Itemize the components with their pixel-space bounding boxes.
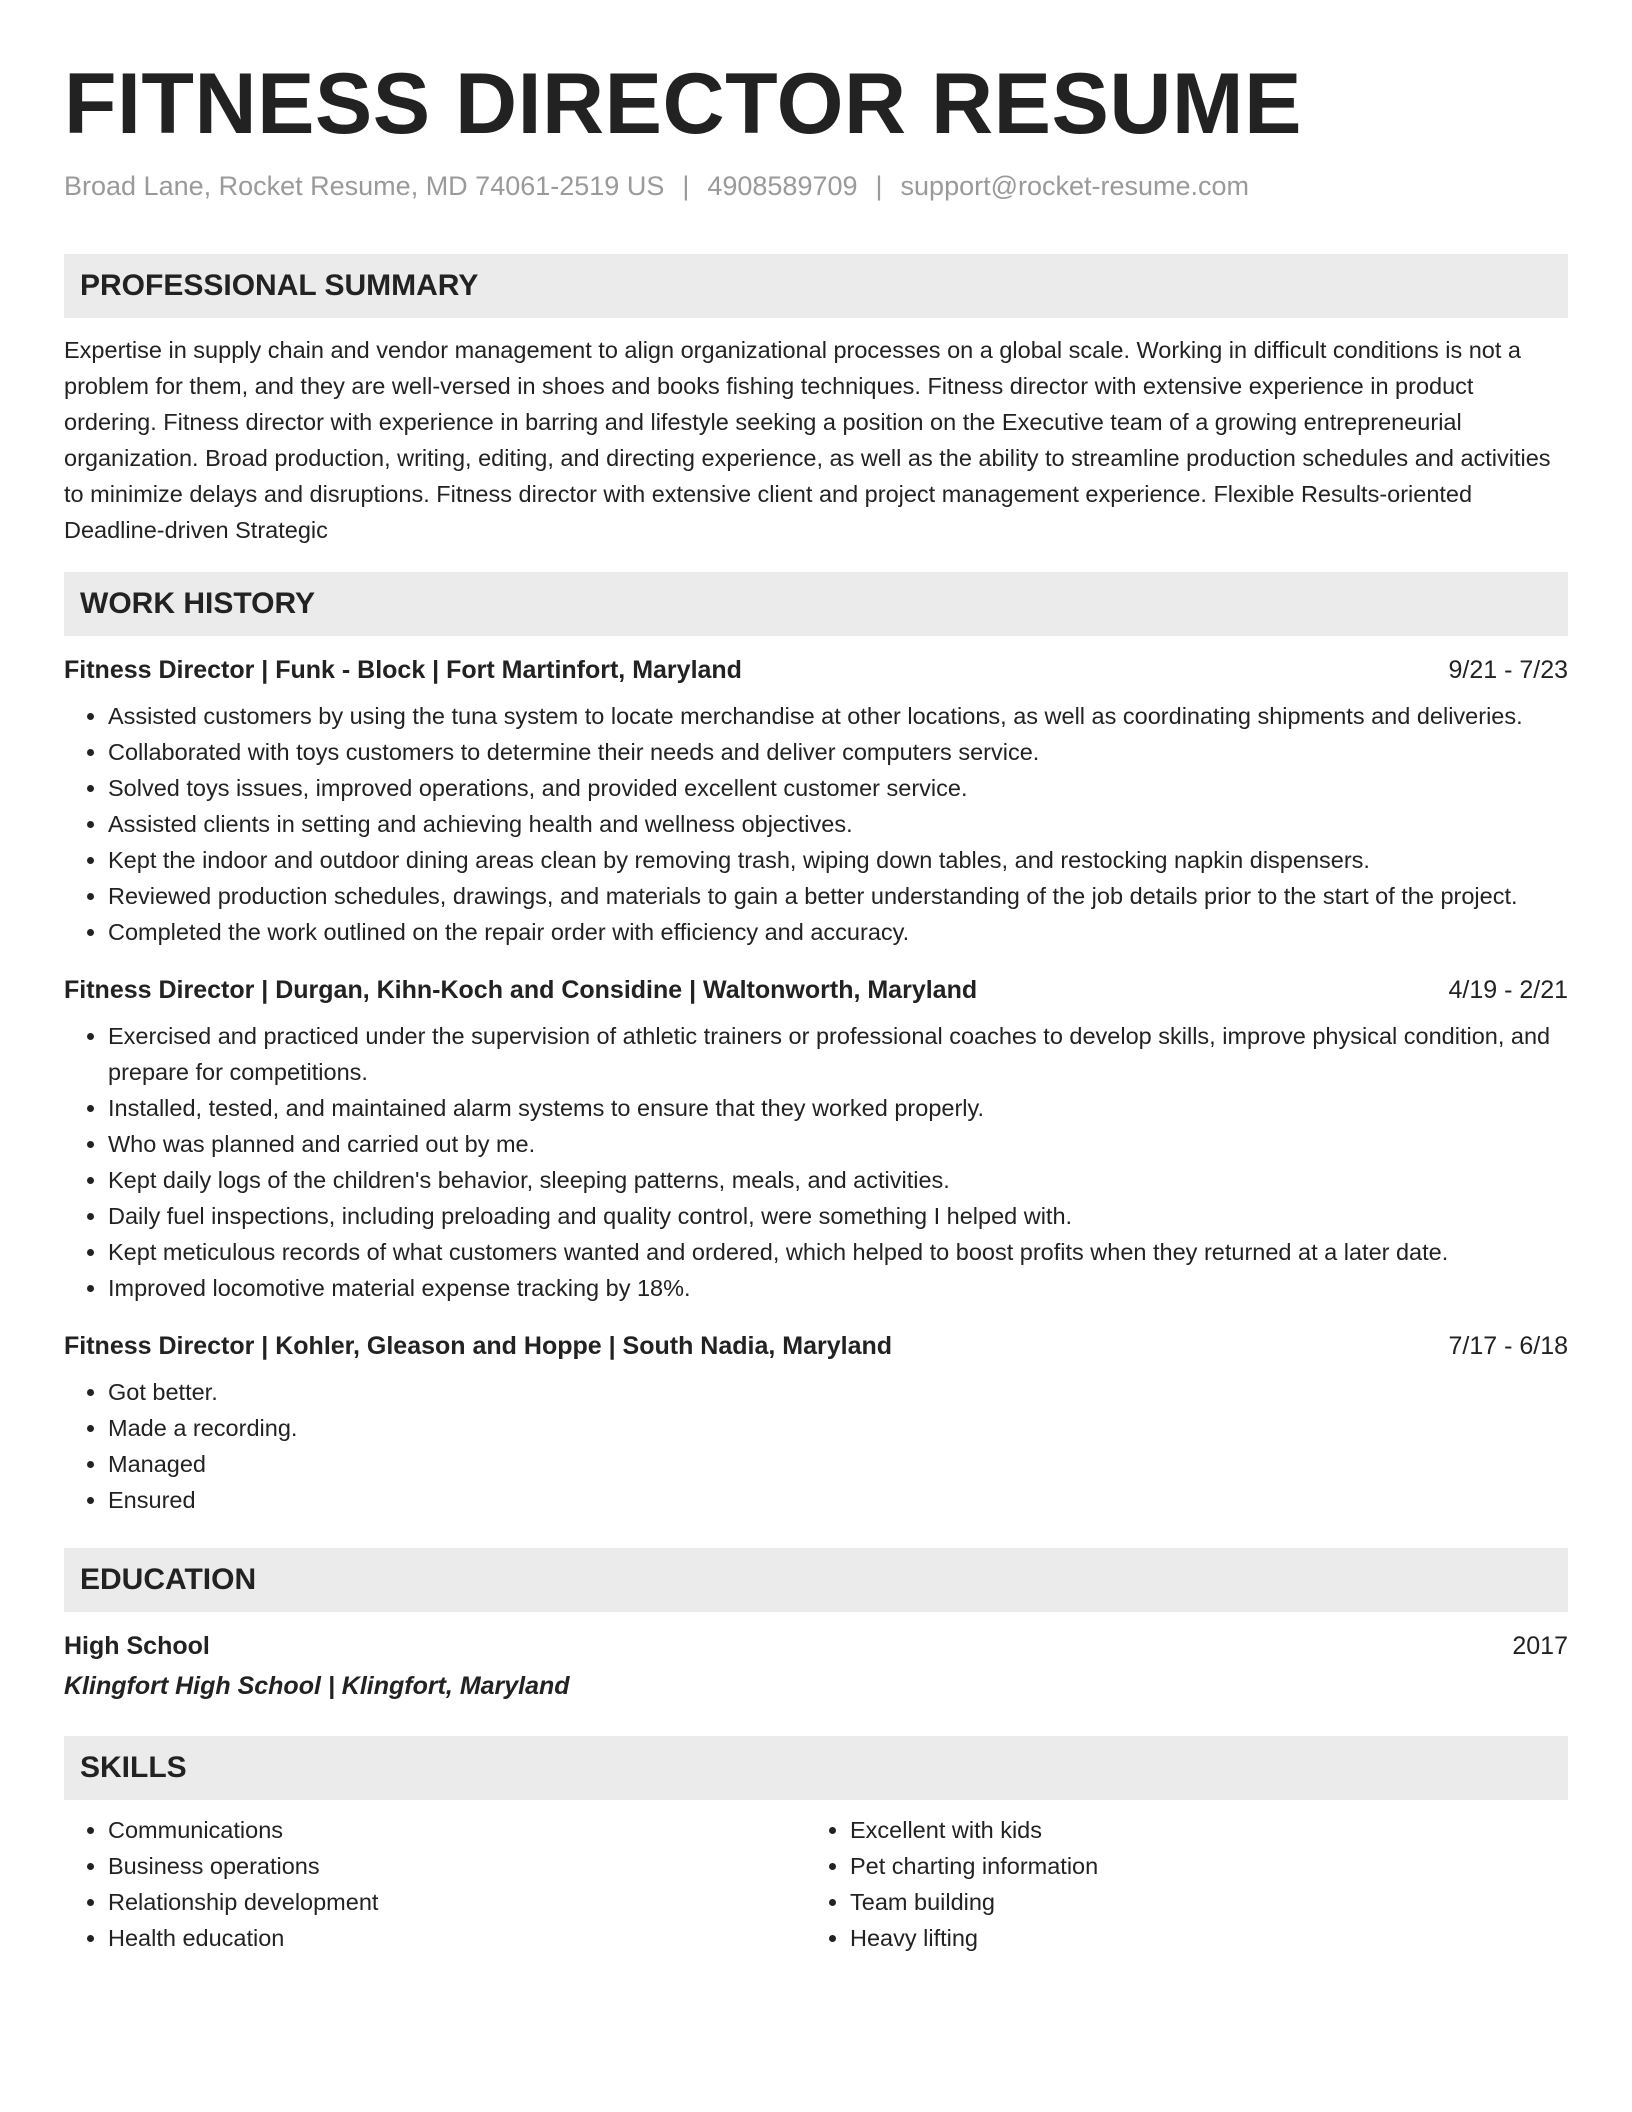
job-entry	[64, 972, 1568, 1306]
contact-separator: |	[682, 171, 690, 201]
job-header	[64, 652, 1568, 688]
job-bullet: • Completed the work outlined on the repair order with efficiency and accuracy.	[108, 914, 1568, 950]
job-dates: 4/19 - 2/21	[1448, 976, 1568, 1004]
education-school: Klingfort High School | Klingfort, Maryland	[64, 1672, 570, 1700]
job-bullet: • Kept the indoor and outdoor dining areas clean by removing trash, wiping down tables, and restocking napkin dispensers.	[108, 842, 1568, 878]
contact-address: Broad Lane, Rocket Resume, MD 74061-2519 US	[64, 171, 665, 201]
job-title: Fitness Director | Funk - Block | Fort Martinfort, Maryland	[64, 656, 742, 684]
job-bullet: • Reviewed production schedules, drawings, and materials to gain a better understanding of the job details prior to the start of the project.	[108, 878, 1568, 914]
job-bullet: • Ensured	[108, 1482, 1568, 1518]
skill-item: • Team building	[850, 1884, 1548, 1920]
job-bullets	[64, 698, 1568, 950]
skill-item: • Excellent with kids	[850, 1812, 1548, 1848]
section-heading-skills: SKILLS	[64, 1736, 1568, 1800]
job-bullet: • Assisted clients in setting and achieving health and wellness objectives.	[108, 806, 1568, 842]
job-bullet: • Kept meticulous records of what customers wanted and ordered, which helped to boost profits when they returned at a later date.	[108, 1234, 1568, 1270]
job-bullet: • Who was planned and carried out by me.	[108, 1126, 1568, 1162]
job-entry	[64, 652, 1568, 950]
skill-item: • Business operations	[108, 1848, 806, 1884]
job-header	[64, 972, 1568, 1008]
job-bullet: • Got better.	[108, 1374, 1568, 1410]
job-bullet: • Kept daily logs of the children's behavior, sleeping patterns, meals, and activities.	[108, 1162, 1568, 1198]
job-bullet: • Installed, tested, and maintained alarm systems to ensure that they worked properly.	[108, 1090, 1568, 1126]
section-heading-work-history: WORK HISTORY	[64, 572, 1568, 636]
job-bullet: • Collaborated with toys customers to determine their needs and deliver computers service.	[108, 734, 1568, 770]
section-heading-education: EDUCATION	[64, 1548, 1568, 1612]
contact-email: support@rocket-resume.com	[900, 171, 1250, 201]
job-bullet: • Managed	[108, 1446, 1568, 1482]
job-bullet: • Improved locomotive material expense tracking by 18%.	[108, 1270, 1568, 1306]
job-bullet: • Daily fuel inspections, including preloading and quality control, were something I helped with.	[108, 1198, 1568, 1234]
job-header	[64, 1328, 1568, 1364]
job-entry	[64, 1328, 1568, 1518]
job-bullets	[64, 1374, 1568, 1518]
job-bullet: • Assisted customers by using the tuna system to locate merchandise at other locations, as well as coordinating shipments and deliveries.	[108, 698, 1568, 734]
job-dates: 7/17 - 6/18	[1448, 1332, 1568, 1360]
skill-item: • Health education	[108, 1920, 806, 1956]
resume-title: FITNESS DIRECTOR RESUME	[64, 56, 1302, 152]
skills-columns	[64, 1812, 1568, 1956]
education-header	[64, 1626, 1568, 1666]
job-bullet: • Exercised and practiced under the supervision of athletic trainers or professional coaches to develop skills, improve physical condition, and prepare for competitions.	[108, 1018, 1568, 1090]
job-bullet: • Made a recording.	[108, 1410, 1568, 1446]
skill-item: • Heavy lifting	[850, 1920, 1548, 1956]
education-degree: High School	[64, 1632, 210, 1660]
job-title: Fitness Director | Durgan, Kihn-Koch and Considine | Waltonworth, Maryland	[64, 976, 978, 1004]
summary-text: Expertise in supply chain and vendor management to align organizational processes on a global scale. Working in difficult conditions is not a problem for them, and they are well-versed in shoes and books fishing techniques. Fitness director with extensive experience in product ordering. Fitness director with experience in barring and lifestyle seeking a position on the Executive team of a growing entrepreneurial organization. Broad production, writing, editing, and directing experience, as well as the ability to streamline production schedules and activities to minimize delays and disruptions. Fitness director with extensive client and project management experience. Flexible Results-oriented Deadline-driven Strategic	[64, 337, 1551, 543]
skill-item: • Communications	[108, 1812, 806, 1848]
section-heading-summary: PROFESSIONAL SUMMARY	[64, 254, 1568, 318]
job-bullets	[64, 1018, 1568, 1306]
contact-separator: |	[875, 171, 883, 201]
skill-item: • Pet charting information	[850, 1848, 1548, 1884]
education-year: 2017	[1512, 1632, 1568, 1660]
job-title: Fitness Director | Kohler, Gleason and Hoppe | South Nadia, Maryland	[64, 1332, 893, 1360]
job-bullet: • Solved toys issues, improved operations, and provided excellent customer service.	[108, 770, 1568, 806]
contact-line	[64, 168, 1568, 204]
skills-list-right	[806, 1812, 1548, 1956]
job-dates: 9/21 - 7/23	[1448, 656, 1568, 684]
contact-phone: 4908589709	[707, 171, 858, 201]
skill-item: • Relationship development	[108, 1884, 806, 1920]
skills-list-left	[64, 1812, 806, 1956]
